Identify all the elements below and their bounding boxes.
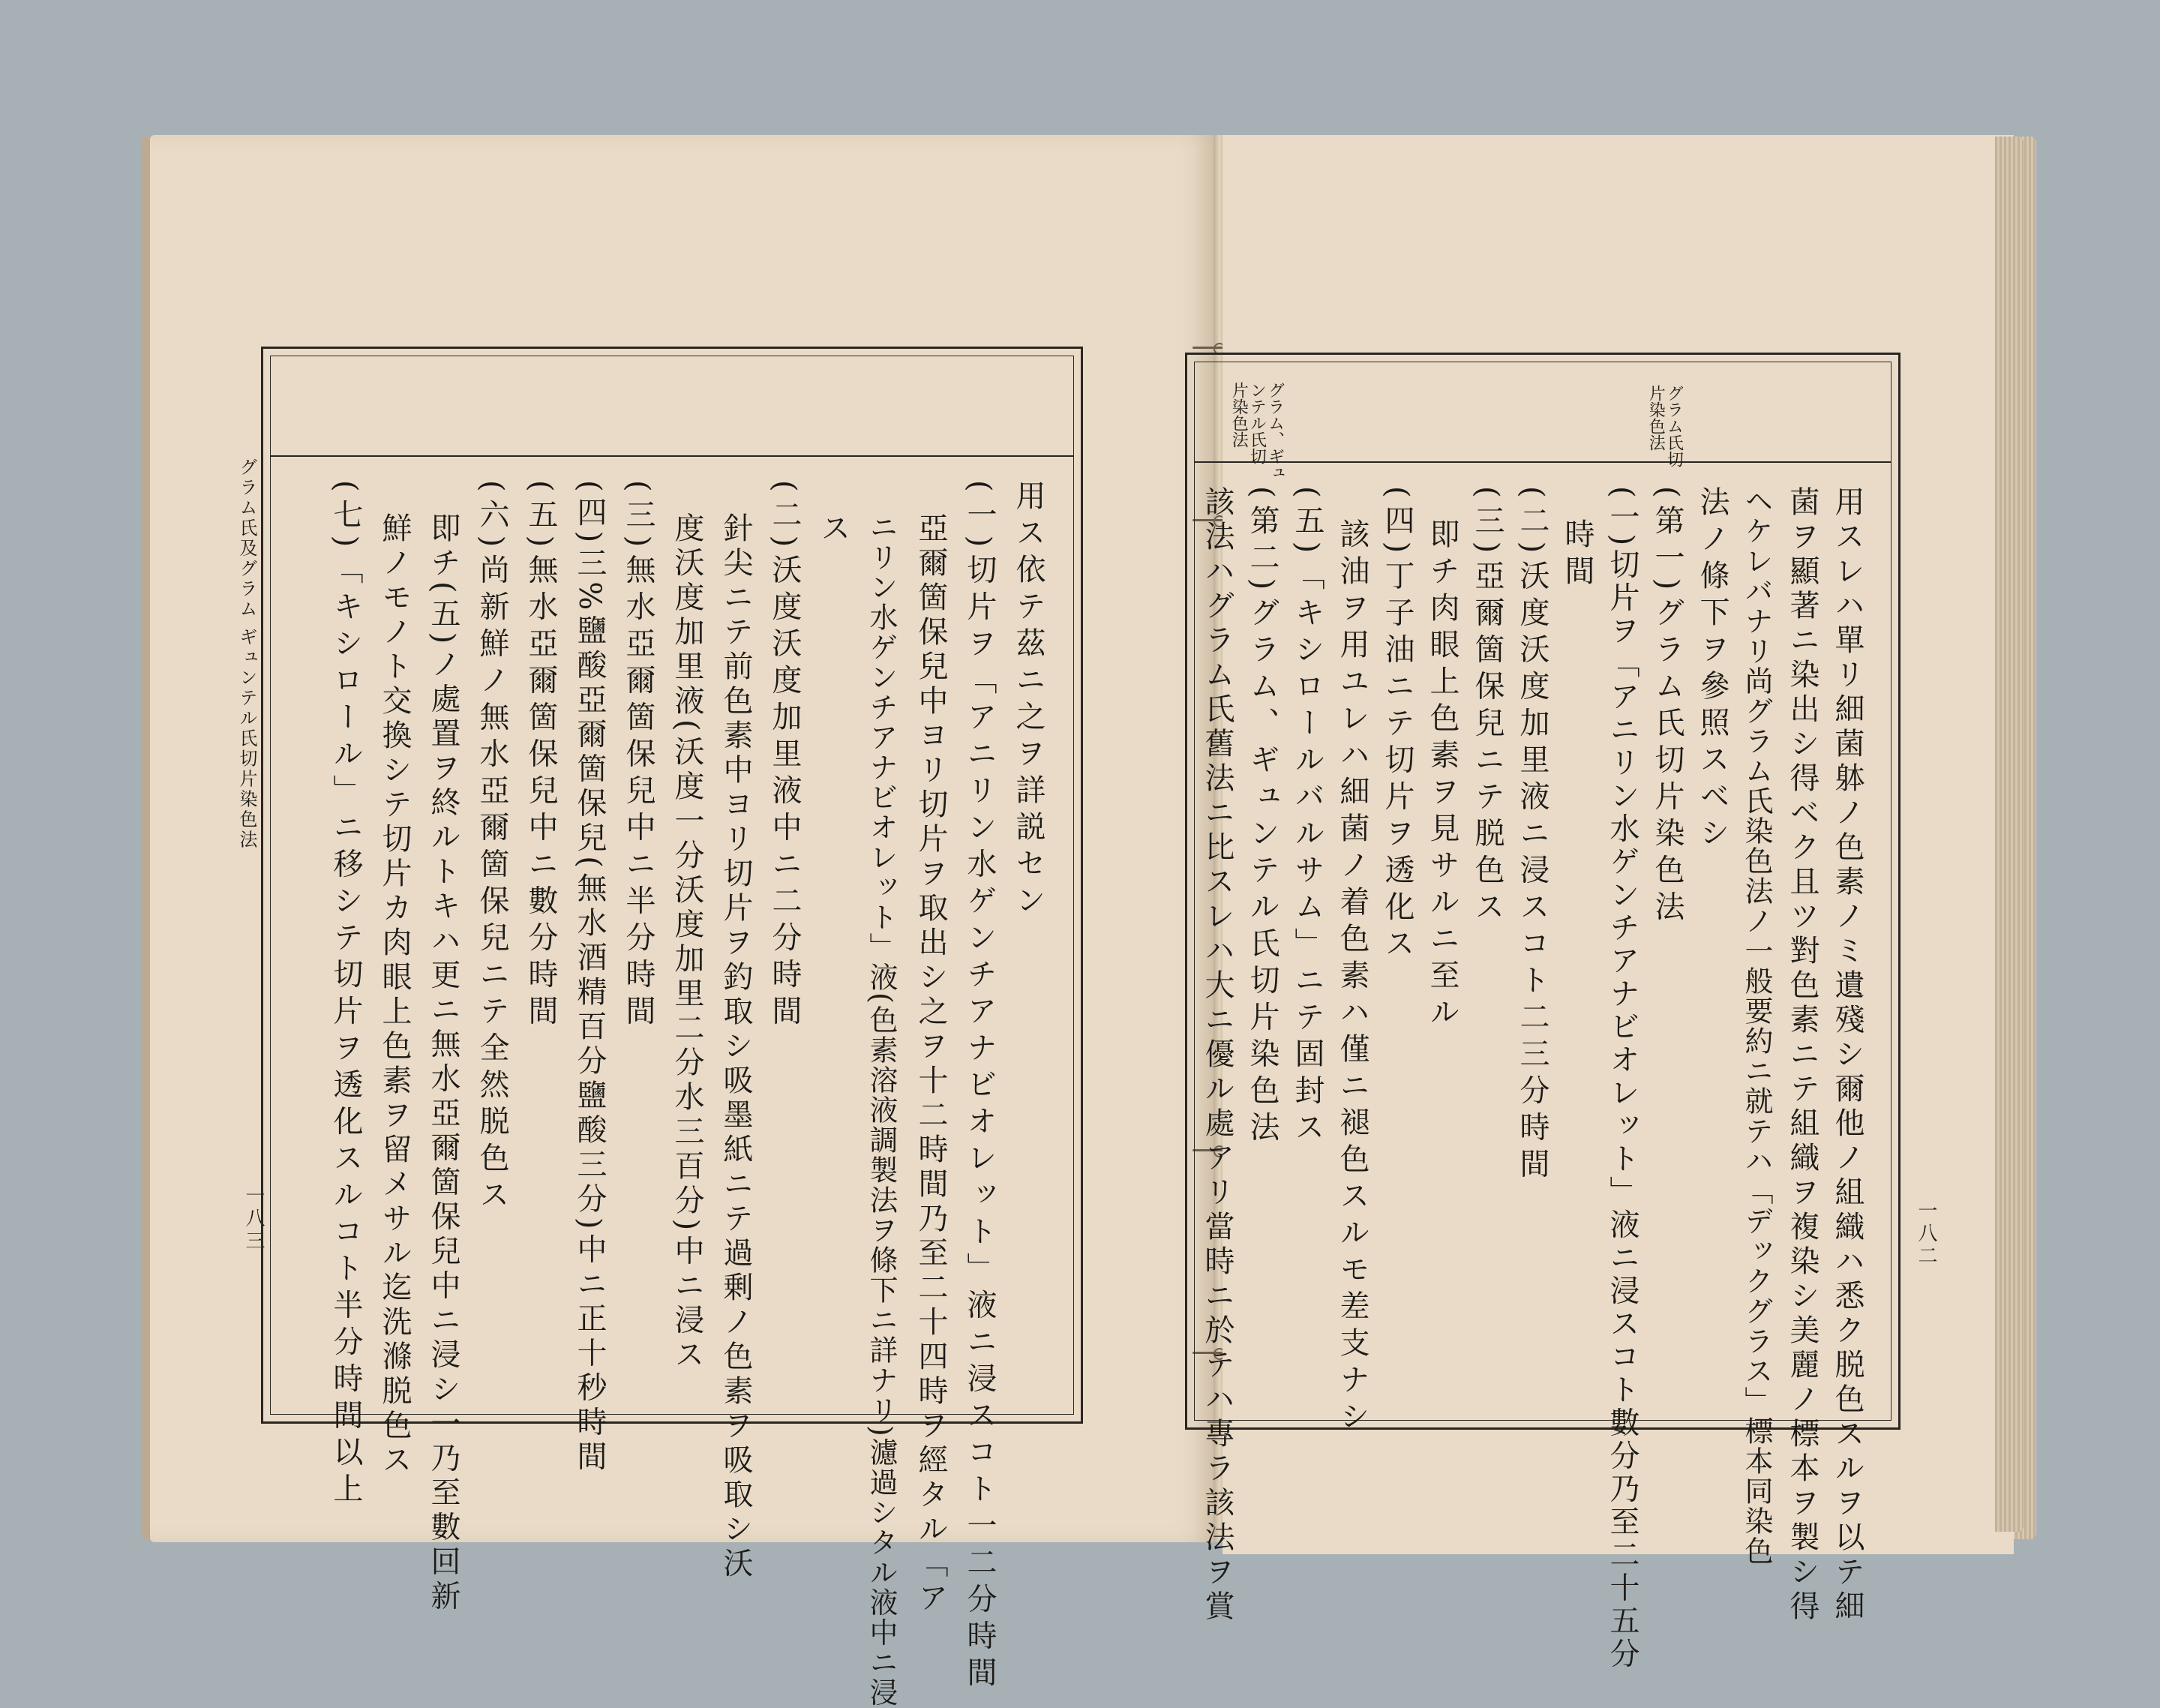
left-page-number: 一八三 xyxy=(242,1185,265,1253)
right-line-8: (二)沃度沃度加里液ニ浸スコト二三分時間 xyxy=(1515,486,1550,1185)
left-line-11: (五)無水亞爾箇保兒中ニ數分時間 xyxy=(524,480,558,1032)
right-page-number: 一八二 xyxy=(1915,1200,1937,1268)
right-page-stack-edge xyxy=(1995,137,2024,1532)
right-text-frame xyxy=(1185,353,1900,1671)
left-line-12: (六)尚新鮮ノ無水亞爾箇保兒ニテ全然脱色ス xyxy=(475,480,509,1216)
right-line-4: 法ノ條下ヲ參照スベシ xyxy=(1695,486,1730,854)
left-line-14: 鮮ノモノト交換シテ切片カ肉眼上色素ヲ留メサル迄洗滌脱色ス xyxy=(377,512,412,1478)
left-text-frame xyxy=(261,347,1083,1708)
right-line-11: (四)丁子油ニテ切片ヲ透化ス xyxy=(1380,486,1414,965)
left-line-8: 度沃度加里液(沃度一分沃度加里二分水三百分)中ニ浸ス xyxy=(670,512,704,1373)
left-line-3: 亞爾箇保兒中ヨリ切片ヲ取出シ之ヲ十二時間乃至二十四時ヲ經タル「ア xyxy=(914,512,948,1616)
left-line-2: (一)切片ヲ「アニリン水ゲンチアナビオレット」液ニ浸スコト一二分時間 xyxy=(962,480,997,1694)
running-head: グラム氏及グラム ギュンテル氏切片染色法 xyxy=(236,458,257,851)
section-heading-gram: グラム氏切 片染色法 xyxy=(1646,385,1684,467)
right-line-5: (第一)グラム氏切片染色法 xyxy=(1650,486,1684,928)
left-line-10: (四)三%鹽酸亞爾箇保兒(無水酒精百分鹽酸三分)中ニ正十秒時間 xyxy=(572,480,607,1475)
right-line-10: 即チ肉眼上色素ヲ見サルニ至ル xyxy=(1425,518,1460,1033)
left-line-9: (三)無水亞爾箇保兒中ニ半分時間 xyxy=(621,480,656,1032)
right-line-13: (五)「キシロールバルサム」ニテ固封ス xyxy=(1290,486,1324,1148)
right-line-12: 該油ヲ用ユレハ細菌ノ着色素ハ僅ニ褪色スルモ差支ナシ xyxy=(1335,518,1370,1437)
left-page xyxy=(150,135,1216,1708)
right-line-14: (第二)グラム、ギュンテル氏切片染色法 xyxy=(1245,486,1280,1148)
section-heading-gram-guenther: グラム、ギュ ンテル氏切 片染色法 xyxy=(1229,382,1285,481)
right-header-rule xyxy=(1194,461,1892,463)
right-line-7: 時間 xyxy=(1560,518,1594,592)
left-line-7: 針尖ニテ前色素中ヨリ切片ヲ釣取シ吸墨紙ニテ過剰ノ色素ヲ吸取シ沃 xyxy=(718,512,753,1582)
right-line-1: 用スレハ單リ細菌躰ノ色素ノミ遺殘シ爾他ノ組織ハ悉ク脱色スルヲ以テ細 xyxy=(1830,486,1864,1625)
left-header-rule xyxy=(270,455,1074,457)
left-line-13: 即チ(五)ノ處置ヲ終ルトキハ更ニ無水亞爾箇保兒中ニ浸シ一乃至數回新 xyxy=(426,512,460,1615)
right-line-9: (三)亞爾箇保兒ニテ脱色ス xyxy=(1470,486,1504,928)
left-line-6: (二)沃度沃度加里液中ニ二分時間 xyxy=(767,480,802,1032)
left-line-4: ニリン水ゲンチアナビオレット」液(色素溶液調製法ヲ條下ニ詳ナリ)濾過シタル液中ニ浸 xyxy=(865,512,898,1708)
right-line-3: ヘケレバナリ尚グラム氏染色法ノ一般要約ニ就テハ「デックグラス」標本同染色 xyxy=(1740,486,1773,1566)
left-line-5: ス xyxy=(816,512,850,549)
right-line-15: 該法ハグラム氏舊法ニ比スレハ大ニ優ル處アリ當時ニ於テハ專ラ該法ヲ賞 xyxy=(1200,486,1234,1625)
left-line-1: 用ス依テ茲ニ之ヲ詳説セン xyxy=(1011,480,1046,921)
left-line-15: (七)「キシロール」ニ移シテ切片ヲ透化スルコト半分時間以上 xyxy=(328,480,363,1510)
right-line-6: (一)切片ヲ「アニリン水ゲンチアナビオレット」液ニ浸スコト數分乃至二十五分 xyxy=(1605,486,1640,1671)
right-line-2: 菌ヲ顯著ニ染出シ得ベク且ツ對色素ニテ組織ヲ複染シ美麗ノ標本ヲ製シ得 xyxy=(1785,486,1820,1625)
